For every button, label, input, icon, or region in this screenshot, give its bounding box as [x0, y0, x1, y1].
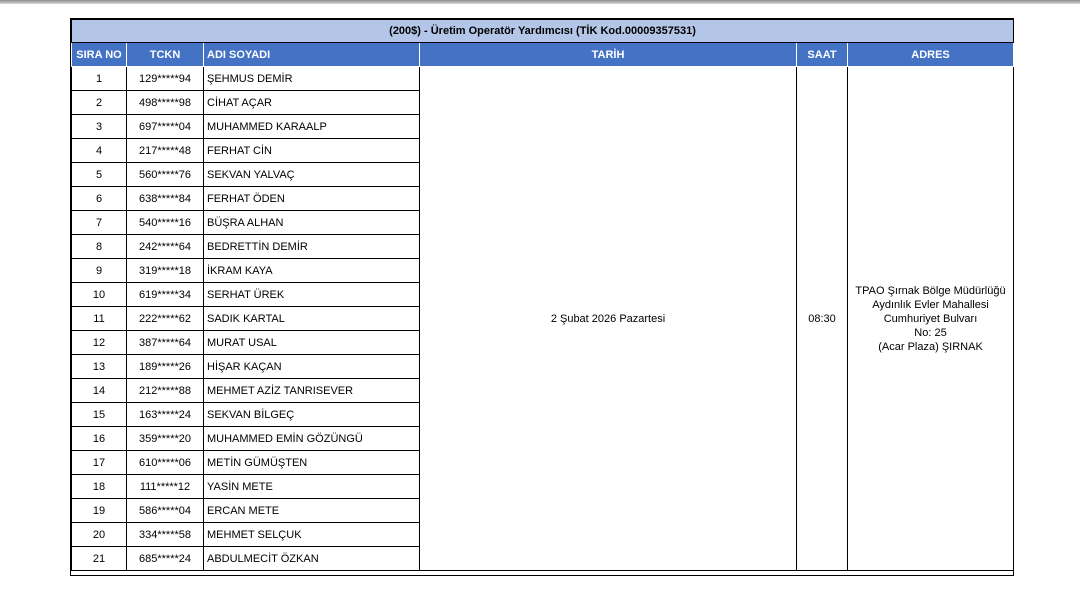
row-name: MEHMET SELÇUK [204, 523, 420, 547]
row-tckn: 498*****98 [127, 91, 204, 115]
row-name: ERCAN METE [204, 499, 420, 523]
viewer-top-border [0, 0, 1080, 4]
address-line: Cumhuriyet Bulvarı [883, 312, 978, 325]
row-tckn: 619*****34 [127, 283, 204, 307]
table-row [72, 67, 1014, 91]
row-number: 19 [72, 499, 127, 523]
table-header-row [72, 43, 1014, 67]
row-number: 16 [72, 427, 127, 451]
row-name: MURAT USAL [204, 331, 420, 355]
row-name: BÜŞRA ALHAN [204, 211, 420, 235]
row-tckn: 217*****48 [127, 139, 204, 163]
exam-address [848, 67, 1014, 571]
row-name: SEKVAN YALVAÇ [204, 163, 420, 187]
table-title-row [72, 20, 1014, 43]
row-tckn: 540*****16 [127, 211, 204, 235]
row-tckn: 212*****88 [127, 379, 204, 403]
header-date: TARİH [420, 43, 797, 67]
row-name: MUHAMMED EMİN GÖZÜNGÜ [204, 427, 420, 451]
row-number: 6 [72, 187, 127, 211]
row-number: 17 [72, 451, 127, 475]
row-number: 21 [72, 547, 127, 571]
row-number: 18 [72, 475, 127, 499]
candidate-table [71, 19, 1014, 571]
row-tckn: 560*****76 [127, 163, 204, 187]
row-tckn: 189*****26 [127, 355, 204, 379]
row-number: 15 [72, 403, 127, 427]
row-number: 12 [72, 331, 127, 355]
row-number: 8 [72, 235, 127, 259]
row-tckn: 334*****58 [127, 523, 204, 547]
row-tckn: 359*****20 [127, 427, 204, 451]
document-page [70, 18, 1014, 576]
row-name: FERHAT ÖDEN [204, 187, 420, 211]
row-name: MEHMET AZİZ TANRISEVER [204, 379, 420, 403]
table-title: (200$) - Üretim Operatör Yardımcısı (TİK Kod.00009357531) [72, 20, 1014, 43]
address-line: (Acar Plaza) ŞIRNAK [878, 340, 983, 353]
row-name: SADIK KARTAL [204, 307, 420, 331]
row-tckn: 586*****04 [127, 499, 204, 523]
row-number: 4 [72, 139, 127, 163]
row-tckn: 129*****94 [127, 67, 204, 91]
row-tckn: 222*****62 [127, 307, 204, 331]
row-name: YASİN METE [204, 475, 420, 499]
row-tckn: 387*****64 [127, 331, 204, 355]
row-tckn: 242*****64 [127, 235, 204, 259]
row-number: 1 [72, 67, 127, 91]
row-number: 2 [72, 91, 127, 115]
row-number: 9 [72, 259, 127, 283]
row-number: 20 [72, 523, 127, 547]
row-name: BEDRETTİN DEMİR [204, 235, 420, 259]
address-line: No: 25 [914, 326, 947, 339]
row-name: FERHAT CİN [204, 139, 420, 163]
header-time: SAAT [797, 43, 848, 67]
row-number: 3 [72, 115, 127, 139]
row-name: ABDULMECİT ÖZKAN [204, 547, 420, 571]
row-number: 11 [72, 307, 127, 331]
row-tckn: 163*****24 [127, 403, 204, 427]
header-sira-no: SIRA NO [72, 43, 127, 67]
row-name: HİŞAR KAÇAN [204, 355, 420, 379]
row-number: 10 [72, 283, 127, 307]
exam-date: 2 Şubat 2026 Pazartesi [420, 67, 797, 571]
row-number: 14 [72, 379, 127, 403]
exam-time: 08:30 [797, 67, 848, 571]
row-name: SEKVAN BİLGEÇ [204, 403, 420, 427]
row-tckn: 610*****06 [127, 451, 204, 475]
row-tckn: 638*****84 [127, 187, 204, 211]
row-tckn: 111*****12 [127, 475, 204, 499]
row-tckn: 319*****18 [127, 259, 204, 283]
address-line: Aydınlık Evler Mahallesi [872, 298, 989, 311]
header-address: ADRES [848, 43, 1014, 67]
row-tckn: 685*****24 [127, 547, 204, 571]
row-number: 7 [72, 211, 127, 235]
row-name: İKRAM KAYA [204, 259, 420, 283]
row-number: 5 [72, 163, 127, 187]
row-tckn: 697*****04 [127, 115, 204, 139]
address-line: TPAO Şırnak Bölge Müdürlüğü [855, 284, 1006, 297]
row-name: CİHAT AÇAR [204, 91, 420, 115]
header-tckn: TCKN [127, 43, 204, 67]
row-name: METİN GÜMÜŞTEN [204, 451, 420, 475]
row-name: ŞEHMUS DEMİR [204, 67, 420, 91]
row-number: 13 [72, 355, 127, 379]
header-name: ADI SOYADI [204, 43, 420, 67]
row-name: SERHAT ÜREK [204, 283, 420, 307]
row-name: MUHAMMED KARAALP [204, 115, 420, 139]
